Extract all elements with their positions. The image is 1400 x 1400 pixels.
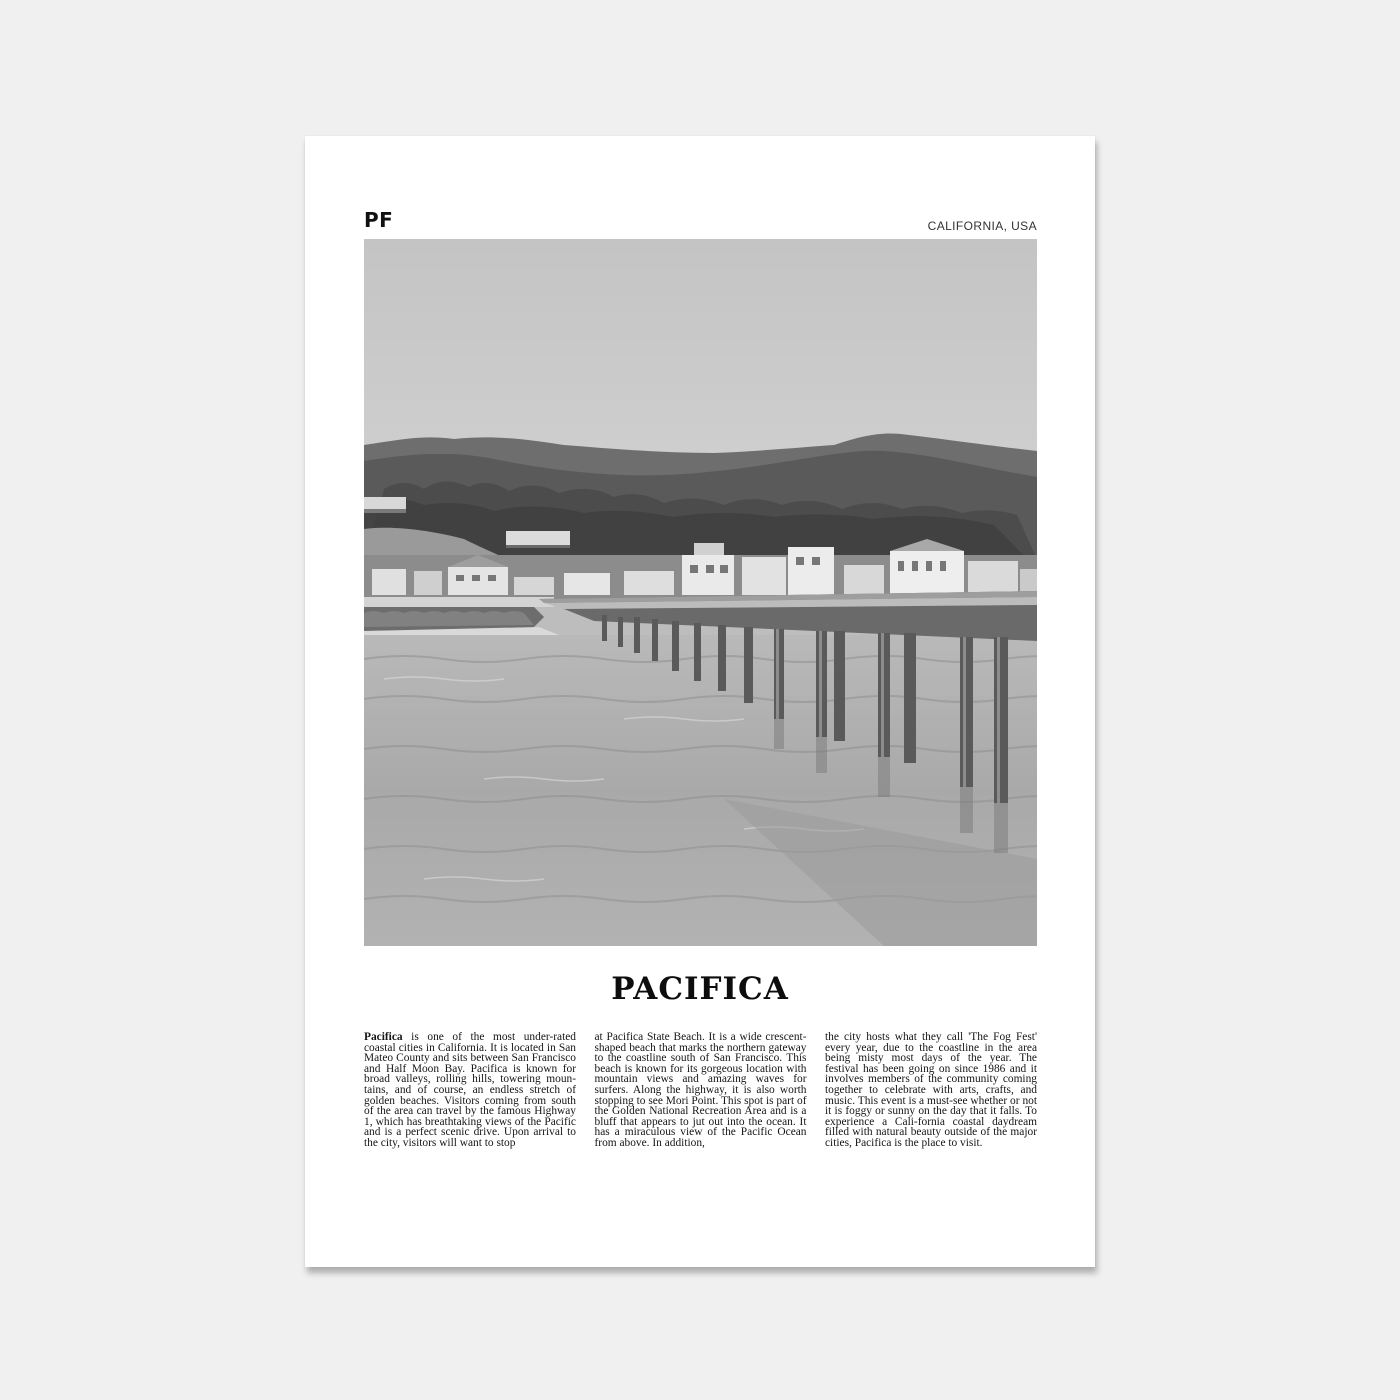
- poster-monogram: PF: [364, 208, 394, 232]
- description-column-1-text: is one of the most under-rated coastal cities in California. It is located in San Mateo County and sits between San Francisco and Half Moon Bay. Pacifica is known for broad valleys, rolling hills, towering moun-tains, and of course, an endless stretch of golden beaches. Visitors coming from south of the area can travel by the famous Highway 1, which has breathtaking views of the Pacific and is a perfect scenic drive. Upon arrival to the city, visitors will want to stop: [364, 1031, 576, 1149]
- seawall: [364, 597, 554, 607]
- description-column-2-text: at Pacifica State Beach. It is a wide crescent-shaped beach that marks the northern gateway to the coastline south of San Francisco. This beach is known for its gorgeous location with mountain views and amazing waves for surfers. Along the highway, it is also worth stopping to see Mori Point. This spot is part of the Golden National Recreation Area and is a bluff that appears to jut out into the ocean. It has a miraculous view of the Pacific Ocean from above. In addition,: [594, 1031, 807, 1149]
- poster-location: CALIFORNIA, USA: [927, 219, 1037, 233]
- pier-photo: [364, 239, 1037, 946]
- description-lead: Pacifica: [364, 1031, 403, 1043]
- description-column-1: [364, 1032, 576, 1149]
- description-column-3: [825, 1032, 1037, 1149]
- poster-title: PACIFICA: [611, 971, 789, 1007]
- description-column-3-text: the city hosts what they call 'The Fog Fest' every year, due to the coastline in the area being misty most days of the year. The festival has been going on since 1986 and it involves members of the community coming together to celebrate with arts, crafts, and music. This event is a must-see whether or not it is foggy or sunny on the day that it falls. To experience a Cali-fornia coastal daydream filled with natural beauty outside of the major cities, Pacifica is the place to visit.: [825, 1031, 1037, 1149]
- description-column-2: [595, 1032, 807, 1149]
- poster: [305, 136, 1095, 1267]
- poster-description: [364, 1032, 1037, 1149]
